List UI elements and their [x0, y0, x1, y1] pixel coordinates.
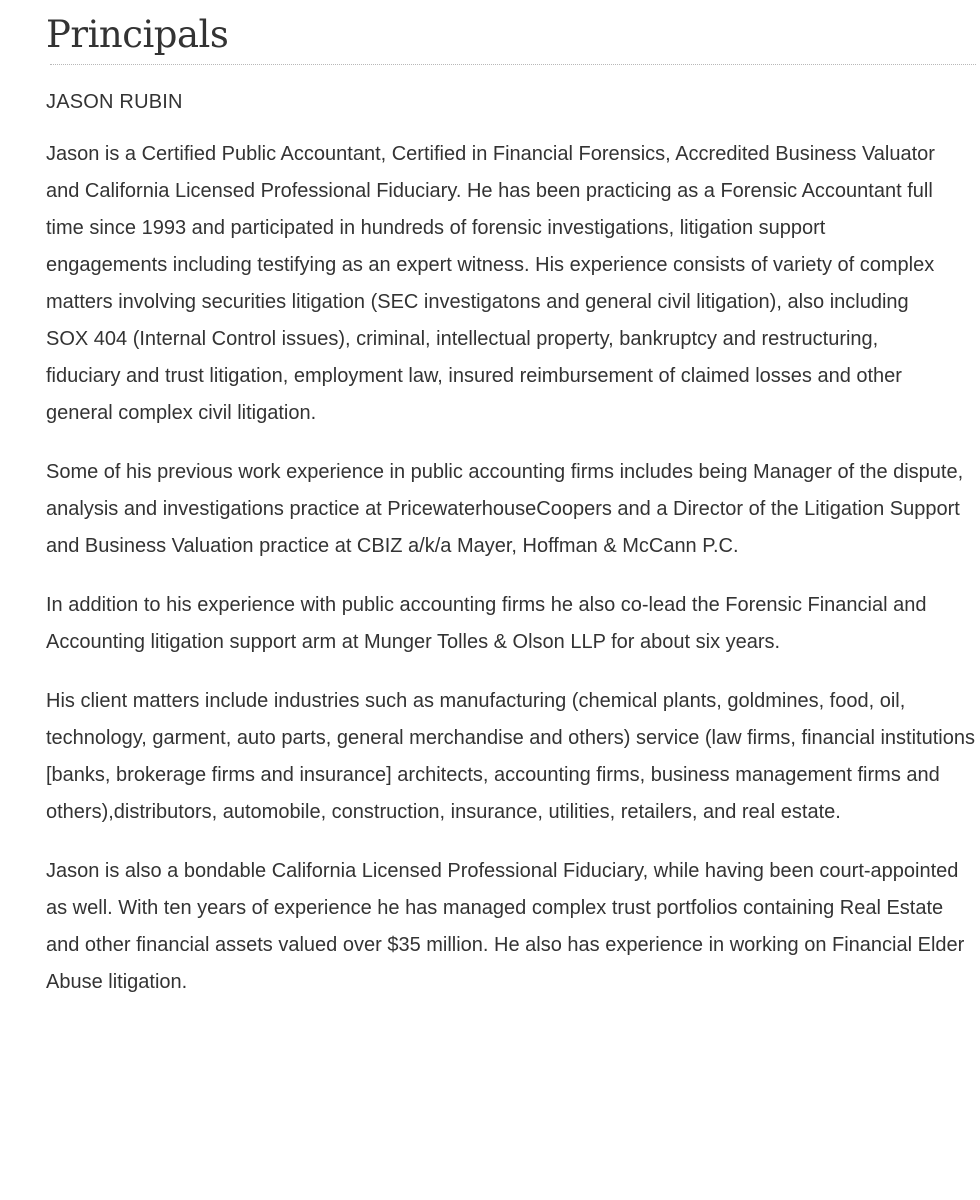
- bio-paragraph-work-experience: Some of his previous work experience in public accounting firms includes being Manager of the dispute, analysis and investigations practice at PricewaterhouseCoopers and a Director of the Litigation Support and Business Valuation practice at CBIZ a/k/a Mayer, Hoffman & McCann P.C.: [46, 461, 964, 557]
- principal-name: JASON RUBIN: [46, 91, 183, 113]
- bio-paragraph-credentials: Jason is a Certified Public Accountant, Certified in Financial Forensics, Accredited Business Valuator and California Licensed Professional Fiduciary. He has been practicing as a Forensic Accountant full time since 1993 and participated in hundreds of forensic investigations, litigation support engagements including testifying as an expert witness. His experience consists of variety of complex matters involving securities litigation (SEC investigatons and general civil litigation), also including SOX 404 (Internal Control issues), criminal, intellectual property, bankruptcy and restructuring, fiduciary and trust litigation, employment law, insured reimbursement of claimed losses and other general complex civil litigation.: [46, 143, 935, 424]
- title-divider: [50, 64, 976, 65]
- bio-paragraph-fiduciary: Jason is also a bondable California Licensed Professional Fiduciary, while having been court-appointed as well. With ten years of experience he has managed complex trust portfolios containing Real Estate and other financial assets valued over $35 million. He also has experience in working on Financial Elder Abuse litigation.: [46, 860, 965, 993]
- bio-paragraph-law-firm-experience: In addition to his experience with public accounting firms he also co-lead the Forensic Financial and Accounting litigation support arm at Munger Tolles & Olson LLP for about six years.: [46, 594, 927, 653]
- principal-bio: [46, 136, 980, 1001]
- main-content: [46, 12, 980, 1001]
- page-title: Principals: [46, 13, 229, 56]
- bio-paragraph-client-industries: His client matters include industries such as manufacturing (chemical plants, goldmines, food, oil, technology, garment, auto parts, general merchandise and others) service (law firms, financial institutions [banks, brokerage firms and insurance] architects, accounting firms, business management firms and others),distributors, automobile, construction, insurance, utilities, retailers, and real estate.: [46, 690, 975, 823]
